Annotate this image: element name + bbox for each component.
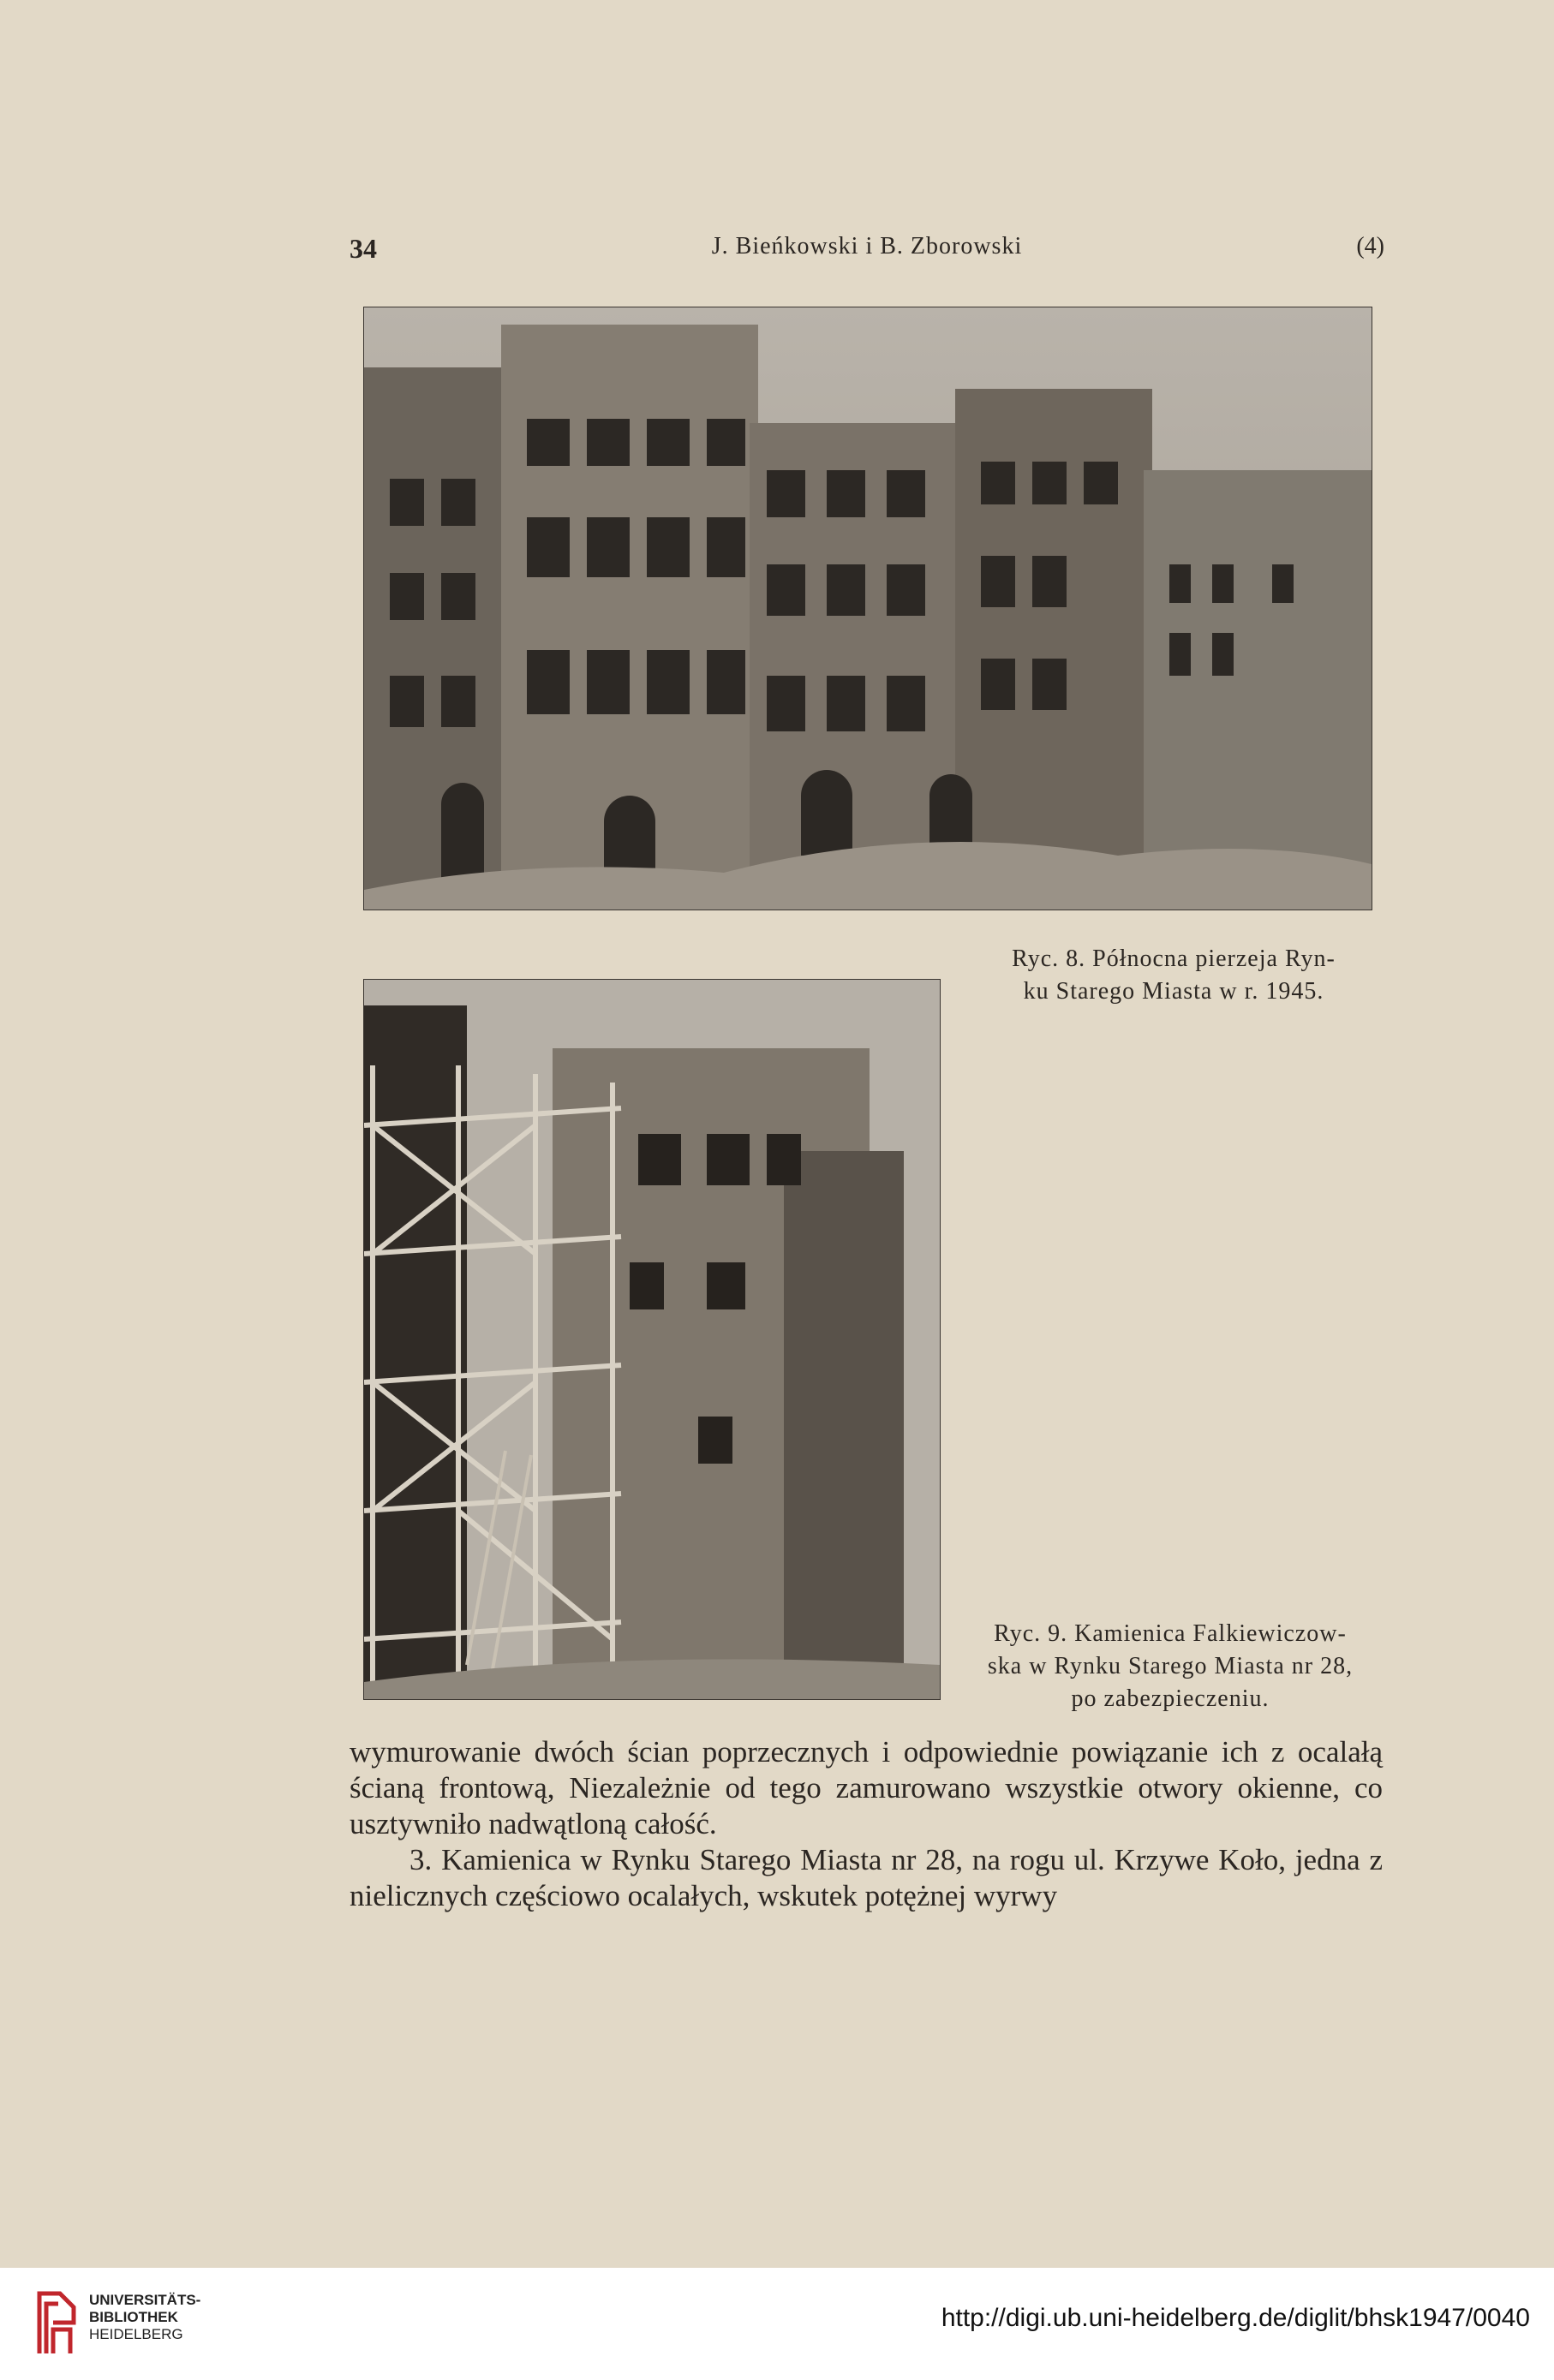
digitization-footer xyxy=(0,2268,1554,2380)
paragraph-2: 3. Kamienica w Rynku Starego Miasta nr 28, na rogu ul. Krzywe Koło, jedna z nielicznych częściowo ocalałych, wskutek potężnej wyrwy xyxy=(350,1843,1383,1912)
section-number: (4) xyxy=(1356,233,1384,259)
library-name-line-3: HEIDELBERG xyxy=(89,2326,183,2342)
permalink[interactable]: http://digi.ub.uni-heidelberg.de/diglit/bhsk1947/0040 xyxy=(941,2304,1530,2332)
figure-8-caption-line-2: ku Starego Miasta w r. 1945. xyxy=(1023,978,1324,1005)
figure-9-caption-line-2: ska w Rynku Starego Miasta nr 28, xyxy=(987,1653,1354,1679)
running-head: J. Bieńkowski i B. Zborowski xyxy=(711,233,1023,259)
figure-8-caption-line-1: Ryc. 8. Północna pierzeja Ryn- xyxy=(1012,945,1336,972)
figure-8-caption xyxy=(951,943,1396,1008)
page-number: 34 xyxy=(350,233,377,264)
figure-9-caption xyxy=(947,1618,1393,1715)
figure-9-caption-line-3: po zabezpieczeniu. xyxy=(1071,1685,1270,1712)
library-logo-icon xyxy=(36,2285,77,2360)
figure-9-caption-line-1: Ryc. 9. Kamienica Falkiewiczow- xyxy=(994,1620,1347,1647)
paragraph-1: wymurowanie dwóch ścian poprzecznych i odpowiednie powiązanie ich z ocalałą ścianą frontową, Niezależnie od tego zamurowano wszystkie otwory okienne, co usztywniło nadwątloną całość. xyxy=(350,1735,1383,1840)
figure-9-photo xyxy=(363,979,941,1700)
running-header xyxy=(350,233,1384,267)
body-text xyxy=(350,1734,1383,1914)
library-name-line-2: BIBLIOTHEK xyxy=(89,2309,178,2325)
library-name xyxy=(89,2292,200,2343)
figure-8-photo xyxy=(363,307,1372,910)
library-name-line-1: UNIVERSITÄTS- xyxy=(89,2292,201,2308)
